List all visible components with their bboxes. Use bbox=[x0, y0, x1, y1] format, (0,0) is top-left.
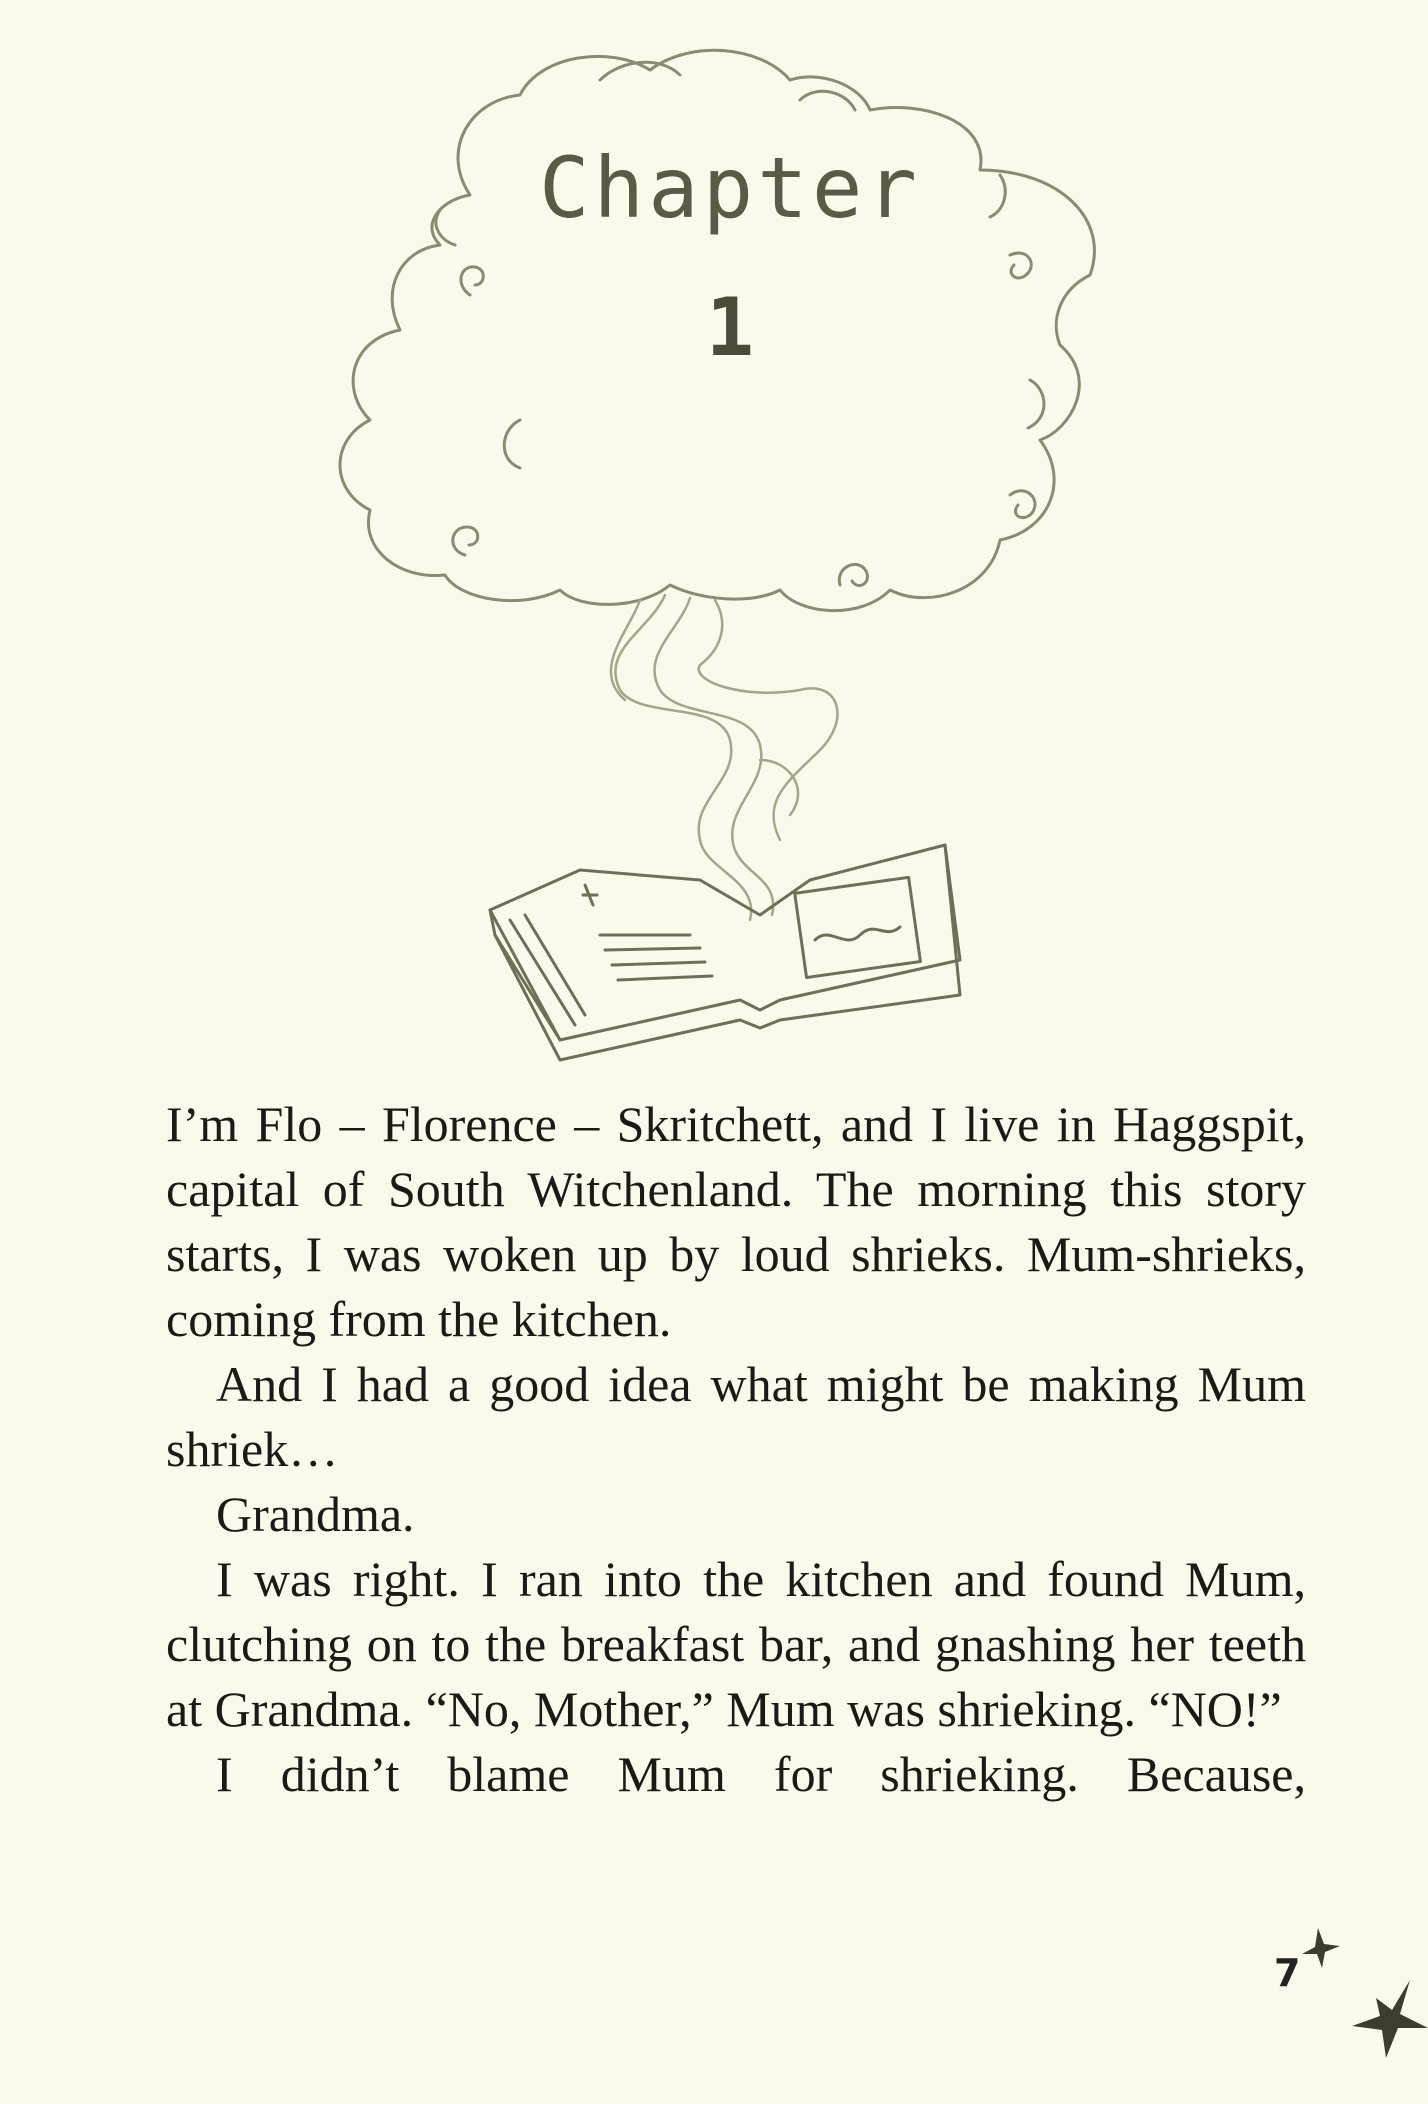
paragraph-2: And I had a good idea what might be making Mum shriek… bbox=[166, 1356, 1306, 1477]
paragraph-3: Grandma. bbox=[216, 1486, 415, 1542]
chapter-number: 1 bbox=[705, 281, 755, 374]
paragraph-1: I’m Flo – Florence – Skritchett, and I live in Haggspit, capital of South Witchenland. The morning this story starts, I was woken up by loud shrieks. Mum-shrieks, coming from the kitchen. bbox=[166, 1096, 1306, 1347]
smoke-icon bbox=[611, 595, 838, 920]
small-star-icon bbox=[1302, 1928, 1340, 1968]
open-book-icon bbox=[490, 845, 960, 1060]
star-icon bbox=[1300, 1910, 1428, 2060]
page-number: 7 bbox=[1274, 1951, 1301, 1995]
chapter-body-text bbox=[166, 1092, 1306, 1807]
paragraph-4: I was right. I ran into the kitchen and found Mum, clutching on to the breakfast bar, and gnashing her teeth at Grandma. “No, Mother,” Mum was shrieking. “NO!” bbox=[166, 1551, 1306, 1737]
large-star-icon bbox=[1352, 1980, 1428, 2058]
chapter-label: Chapter bbox=[538, 139, 921, 237]
paragraph-5: I didn’t blame Mum for shrieking. Because, bbox=[216, 1746, 1306, 1802]
